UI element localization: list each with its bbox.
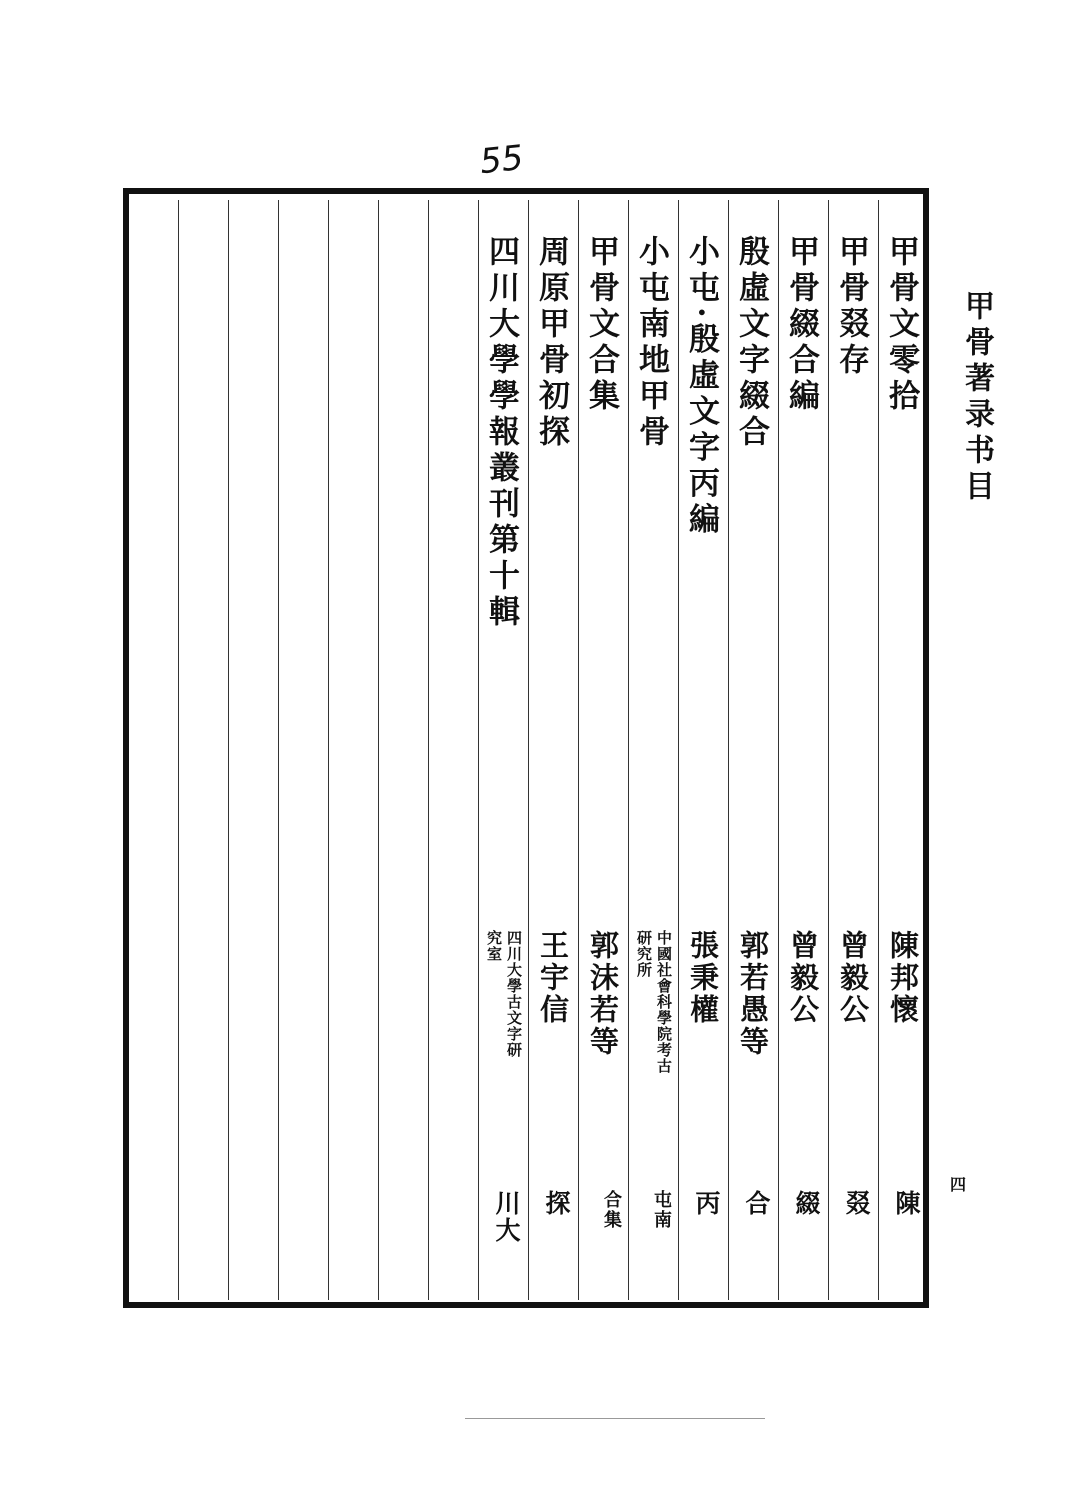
- column-rule: [428, 200, 429, 1300]
- book-abbreviation: 屯南: [651, 1190, 672, 1230]
- section-title: 甲骨著录书目: [959, 290, 994, 506]
- book-title: 四川大學學報叢刊第十輯: [483, 235, 519, 631]
- book-author: 中國社會科學院考古研究所: [635, 930, 673, 1074]
- entry-column: [878, 205, 928, 1300]
- entry-column: [478, 205, 528, 1300]
- book-abbreviation: 陳: [892, 1190, 921, 1217]
- book-abbreviation: 探: [542, 1190, 571, 1217]
- column-rule: [328, 200, 329, 1300]
- entry-column: [678, 205, 728, 1300]
- entry-column: [828, 205, 878, 1300]
- book-abbreviation: 川大: [492, 1190, 521, 1244]
- book-abbreviation: 合: [742, 1190, 771, 1217]
- book-title: 殷虛文字綴合: [733, 235, 769, 451]
- book-author: 郭若愚等: [736, 930, 770, 1058]
- book-title: 小屯南地甲骨: [633, 235, 669, 451]
- book-author: 曾毅公: [786, 930, 820, 1026]
- book-author: 張秉權: [686, 930, 720, 1026]
- page-number: 四: [950, 1175, 967, 1194]
- entry-column: [528, 205, 578, 1300]
- column-rule: [278, 200, 279, 1300]
- column-rule: [228, 200, 229, 1300]
- book-title: 周原甲骨初探: [533, 235, 569, 451]
- book-author: 王宇信: [536, 930, 570, 1026]
- handwritten-page-note: 55: [478, 137, 526, 183]
- entry-column: [778, 205, 828, 1300]
- scan-line: [465, 1418, 765, 1419]
- book-abbreviation: 合集: [601, 1190, 622, 1230]
- book-title: 甲骨叕存: [833, 235, 869, 379]
- book-abbreviation: 叕: [842, 1190, 871, 1217]
- book-abbreviation: 丙: [692, 1190, 721, 1217]
- book-title: 小屯·殷虛文字丙編: [683, 235, 719, 539]
- book-abbreviation: 綴: [792, 1190, 821, 1217]
- book-title: 甲骨文零拾: [883, 235, 919, 415]
- book-author: 陳邦懷: [886, 930, 920, 1026]
- entry-column: [578, 205, 628, 1300]
- book-author: 郭沫若等: [586, 930, 620, 1058]
- book-title: 甲骨綴合編: [783, 235, 819, 415]
- column-rule: [178, 200, 179, 1300]
- column-rule: [378, 200, 379, 1300]
- book-author: 四川大學古文字研究室: [485, 930, 523, 1058]
- entry-column: [628, 205, 678, 1300]
- book-author: 曾毅公: [836, 930, 870, 1026]
- book-title: 甲骨文合集: [583, 235, 619, 415]
- entry-column: [728, 205, 778, 1300]
